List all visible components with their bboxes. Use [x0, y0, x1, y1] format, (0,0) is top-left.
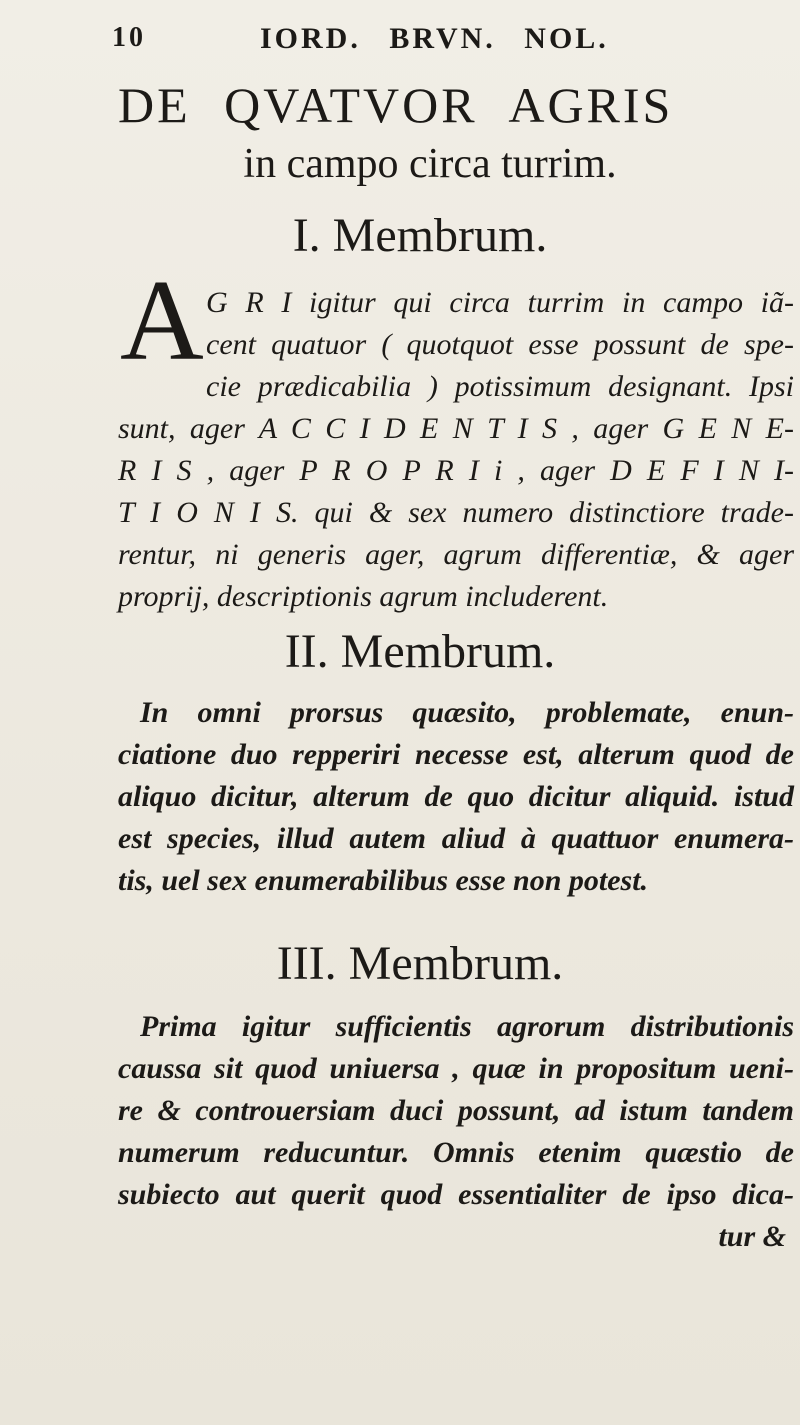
- running-head-author: IORD. BRVN. NOL.: [260, 22, 609, 55]
- section-3-text: [118, 1006, 794, 1258]
- section-1-text: [118, 282, 794, 618]
- section-2-text: [118, 692, 794, 902]
- section-heading-1: I. Membrum.: [292, 209, 548, 262]
- catchword: tur &: [718, 1220, 786, 1253]
- section-heading-2: II. Membrum.: [284, 625, 556, 678]
- text-line: proprij, descriptionis agrum includerent.: [118, 580, 609, 613]
- text-line: numerum reducuntur. Omnis etenim quæstio de: [118, 1136, 794, 1169]
- text-line: cent quatuor ( quotquot esse possunt de spe-: [206, 328, 794, 361]
- text-line: In omni prorsus quæsito, problemate, enun-: [140, 696, 794, 729]
- text-line: R I S , ager P R O P R I i , ager D E F I N I-: [118, 454, 794, 487]
- page-number: 10: [112, 22, 146, 53]
- text-line: G R I igitur qui circa turrim in campo iã-: [206, 286, 794, 319]
- page-subtitle: in campo circa turrim.: [243, 141, 617, 187]
- text-line: aliquo dicitur, alterum de quo dicitur aliquid. istud: [118, 780, 794, 813]
- drop-cap: A: [120, 257, 204, 385]
- text-line: subiecto aut querit quod essentialiter de ipso dica-: [118, 1178, 794, 1211]
- text-line: re & controuersiam duci possunt, ad istum tandem: [118, 1094, 794, 1127]
- text-line: ciatione duo repperiri necesse est, alterum quod de: [118, 738, 794, 771]
- text-line: Prima igitur sufficientis agrorum distributionis: [140, 1010, 794, 1043]
- text-line: rentur, ni generis ager, agrum differentiæ, & ager: [118, 538, 794, 571]
- text-line: cie prædicabilia ) potissimum designant. Ipsi: [206, 370, 794, 403]
- text-line: caussa sit quod uniuersa , quæ in propositum ueni-: [118, 1052, 794, 1085]
- text-line: T I O N I S. qui & sex numero distinctiore trade-: [118, 496, 794, 529]
- page-title: DE QVATVOR AGRIS: [118, 77, 674, 133]
- running-head: [112, 22, 792, 62]
- section-heading-3: III. Membrum.: [276, 937, 564, 990]
- text-line: sunt, ager A C C I D E N T I S , ager G E N E-: [118, 412, 794, 445]
- text-line: est species, illud autem aliud à quattuor enumera-: [118, 822, 794, 855]
- text-line: tis, uel sex enumerabilibus esse non potest.: [118, 864, 649, 897]
